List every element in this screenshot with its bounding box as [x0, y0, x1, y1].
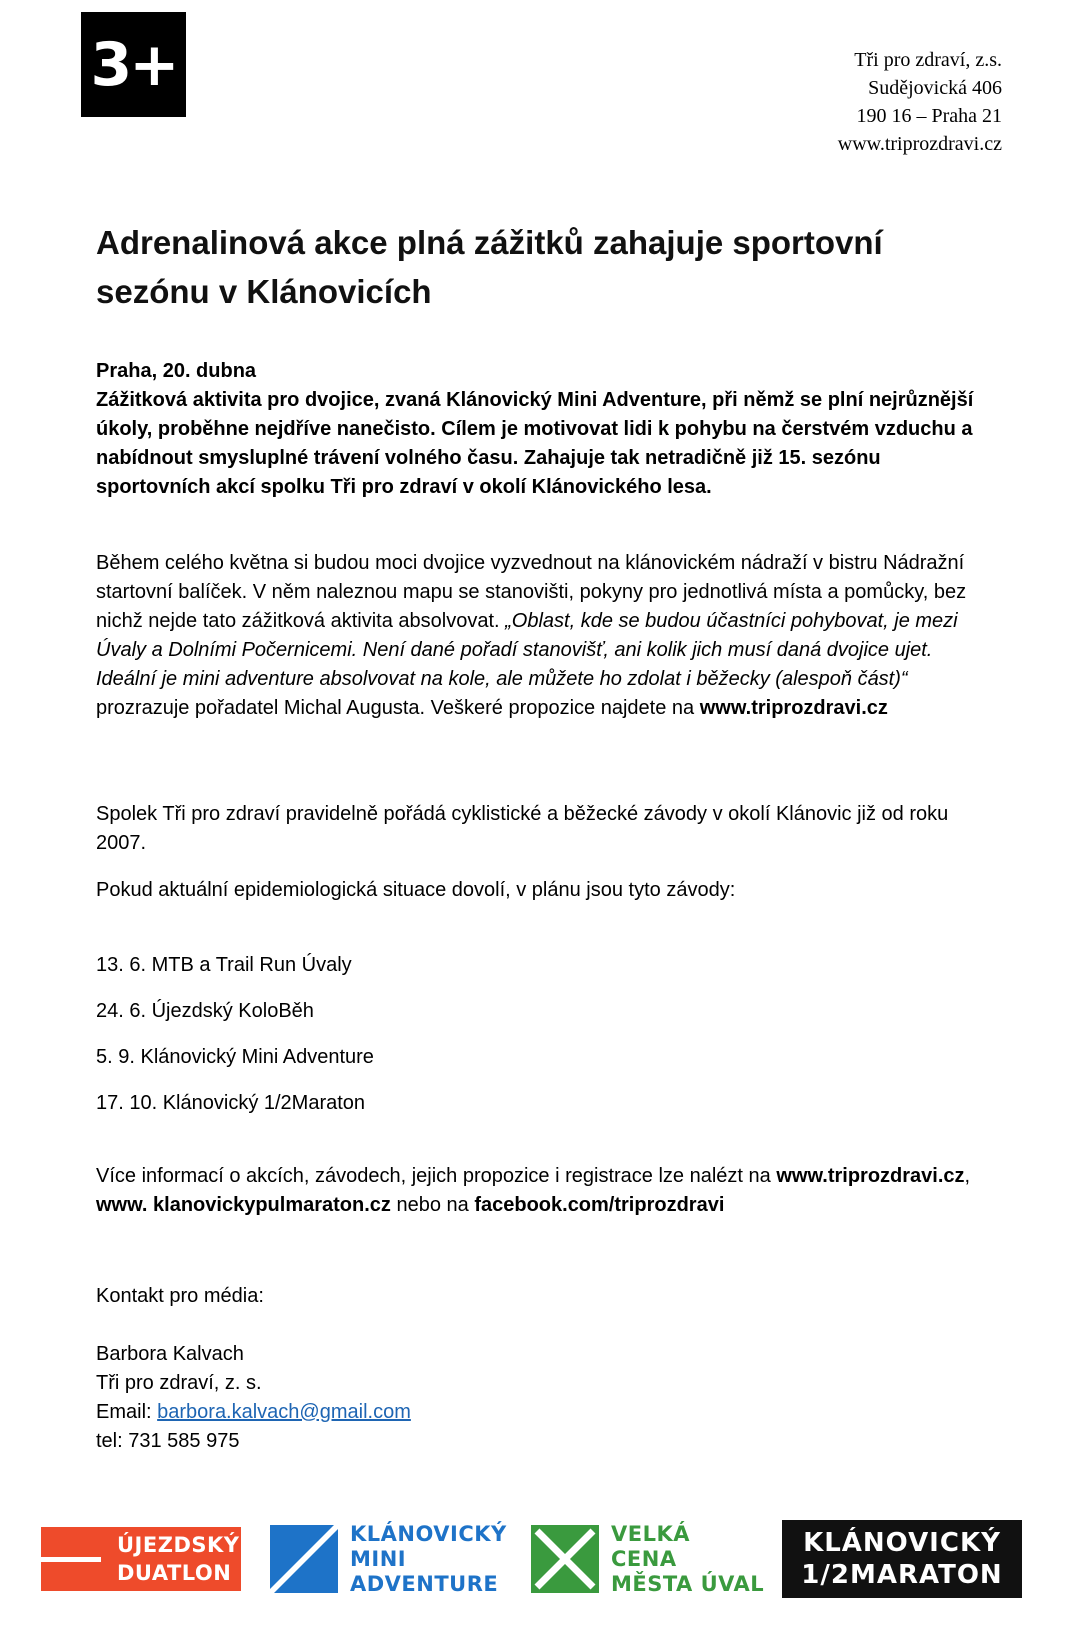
race-item: 17. 10. Klánovický 1/2Maraton — [96, 1092, 366, 1114]
body-paragraph — [96, 549, 996, 723]
website-link[interactable]: www.triprozdravi.cz — [699, 697, 888, 719]
duatlon-graphic — [41, 1527, 241, 1591]
contact-email — [96, 1398, 996, 1427]
sponsor-line: KLÁNOVICKÝ — [803, 1528, 1001, 1558]
black-badge — [782, 1520, 1022, 1598]
sponsor-line: CENA — [611, 1546, 677, 1571]
sponsor-line: 1/2MARATON — [801, 1560, 1003, 1590]
sponsor-line: ÚJEZDSKÝ — [117, 1533, 240, 1557]
website-link[interactable]: www.triprozdravi.cz — [776, 1165, 965, 1187]
race-item: 13. 6. MTB a Trail Run Úvaly — [96, 954, 352, 976]
text: prozrazuje pořadatel Michal Augusta. Veškeré propozice najdete na — [96, 697, 700, 719]
paragraph-text: Spolek Tři pro zdraví pravidelně pořádá cyklistické a běžecké závody v okolí Klánovic již od roku 2007. — [96, 803, 949, 854]
logo-text: 3+ — [90, 29, 177, 100]
race-item: 24. 6. Újezdský KoloBěh — [96, 1000, 314, 1022]
sponsor-line: DUATLON — [117, 1561, 232, 1585]
contact-org: Tři pro zdraví, z. s. — [96, 1372, 262, 1394]
paragraph-text — [96, 549, 996, 723]
marathon-link[interactable]: www. klanovickypulmaraton.cz — [96, 1194, 391, 1216]
info-paragraph — [96, 1162, 996, 1220]
sponsor-line: KLÁNOVICKÝ — [350, 1521, 507, 1546]
contact-phone: tel: 731 585 975 — [96, 1430, 240, 1452]
velka-cena-mesta-uval-logo — [531, 1520, 764, 1598]
body-paragraph — [96, 800, 996, 858]
spacer — [96, 1311, 996, 1340]
sponsor-line: MINI — [350, 1546, 407, 1571]
contact-name: Barbora Kalvach — [96, 1343, 244, 1365]
ujezdsky-duatlon-logo — [41, 1520, 241, 1598]
body-paragraph — [96, 876, 996, 905]
organization-logo — [81, 12, 186, 117]
divider — [41, 1557, 101, 1562]
text: nebo na — [390, 1194, 475, 1216]
address-line: Tři pro zdraví, z.s. — [854, 49, 1002, 71]
sponsor-text — [611, 1522, 764, 1597]
sender-address — [838, 46, 1002, 158]
contact-heading: Kontakt pro média: — [96, 1285, 264, 1307]
press-release-title: Adrenalinová akce plná zážitků zahajuje sportovní sezónu v Klánovicích — [96, 224, 883, 310]
sponsor-text — [117, 1531, 239, 1587]
text: , — [964, 1165, 971, 1187]
dateline: Praha, 20. dubna — [96, 360, 257, 382]
sponsor-line: VELKÁ — [611, 1521, 691, 1546]
facebook-link[interactable]: facebook.com/triprozdravi — [474, 1194, 725, 1216]
klanovicky-mini-adventure-logo — [270, 1520, 507, 1598]
quote: „Oblast, kde se budou účastníci pohybovat, je mezi Úvaly a Dolními Počernicemi. Není dané pořadí stanovišť, ani kolik jich musí daná dvojice ujet. Ideální je mini adventure absolvovat na kole, ale můžete ho zdolat i běžecky (alespoň část)“ — [96, 610, 958, 690]
green-cross-icon — [531, 1525, 599, 1593]
text: Během celého května si budou moci dvojice vyzvednout na klánovickém nádraží v bistru Nádražní startovní balíček. V něm naleznou mapu se stanovišti, pokyny pro jednotlivá místa a pomůcky, bez nichž nejde tato zážitková aktivita absolvovat. — [96, 552, 967, 632]
email-label: Email: — [96, 1401, 158, 1423]
email-link[interactable]: barbora.kalvach@gmail.com — [157, 1401, 411, 1423]
text: Více informací o akcích, závodech, jejich propozice i registrace lze nalézt na — [96, 1165, 777, 1187]
klanovicky-pulmaraton-logo — [782, 1520, 1022, 1598]
sponsor-text — [350, 1522, 507, 1597]
address-line: www.triprozdravi.cz — [837, 133, 1002, 155]
blue-triangle-icon — [270, 1525, 338, 1593]
address-line: 190 16 – Praha 21 — [856, 105, 1002, 127]
paragraph-text — [96, 1162, 996, 1220]
lead-text: Zážitková aktivita pro dvojice, zvaná Klánovický Mini Adventure, při němž se plní nejrůznější úkoly, proběhne nejdříve nanečisto. Cílem je motivovat lidi k pohybu na čerstvém vzduchu a nabídnout smysluplné trávení volného času. Zahajuje tak netradičně již 15. sezónu sportovních akcí spolku Tři pro zdraví v okolí Klánovického lesa. — [96, 389, 974, 498]
lead-paragraph — [96, 357, 996, 502]
sponsor-line: ADVENTURE — [350, 1571, 499, 1596]
address-line: Sudějovická 406 — [868, 77, 1002, 99]
paragraph-text: Pokud aktuální epidemiologická situace dovolí, v plánu jsou tyto závody: — [96, 879, 736, 901]
media-contact — [96, 1282, 996, 1456]
sponsor-line: MĚSTA ÚVAL — [611, 1571, 765, 1596]
race-item: 5. 9. Klánovický Mini Adventure — [96, 1046, 374, 1068]
